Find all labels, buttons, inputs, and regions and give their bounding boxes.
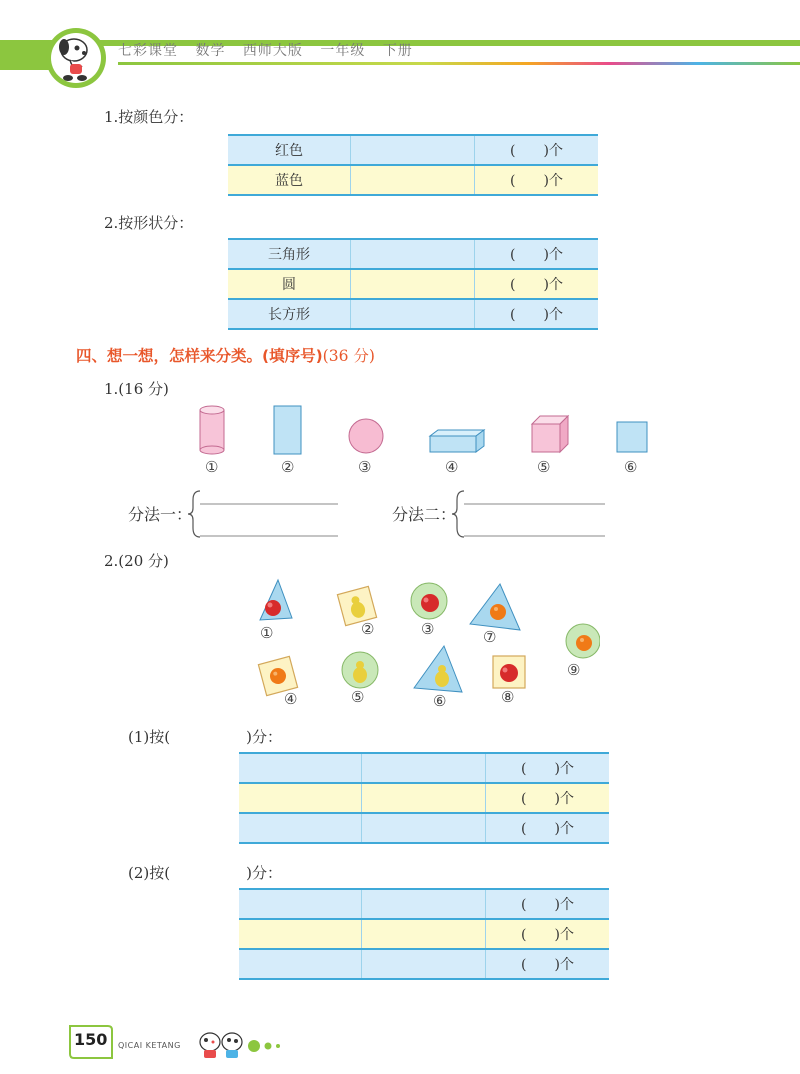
count-cell[interactable]: ( )个: [475, 239, 599, 269]
apple-circle-card: [411, 583, 447, 619]
circle-icon: [349, 419, 383, 453]
count-cell[interactable]: ( )个: [486, 783, 610, 813]
answer-cell[interactable]: [351, 135, 475, 165]
row-name: 红色: [228, 135, 351, 165]
header-edition: 西师大版: [242, 43, 303, 59]
item-number: ⑧: [501, 688, 515, 706]
apple-square-card: [493, 656, 525, 688]
square-icon: [617, 422, 647, 452]
q1-label: 1.(16 分): [104, 380, 169, 398]
item-number: ④: [284, 690, 298, 708]
section4-title: 四、想一想，怎样来分类。(填序号): [76, 347, 323, 365]
header-volume: 下册: [382, 43, 413, 59]
orange-circle-card: [566, 624, 600, 658]
method1-label: 分法一：: [128, 505, 193, 524]
count-cell[interactable]: ( )个: [486, 813, 610, 843]
answer-cell[interactable]: [362, 813, 486, 843]
row-name: 三角形: [228, 239, 351, 269]
color-table: [228, 134, 598, 196]
q2-label: 2.(20 分): [104, 552, 169, 570]
cuboid-icon: [430, 430, 484, 452]
header-series: 七彩课堂: [118, 43, 178, 59]
table-row: [228, 299, 598, 329]
page-number: 150: [74, 1030, 108, 1049]
cylinder-icon: [200, 406, 224, 454]
answer-cell[interactable]: [239, 889, 362, 919]
item-number: ⑨: [567, 661, 581, 679]
shape-number: ①: [205, 458, 219, 476]
shape-number: ⑥: [624, 458, 638, 476]
answer-cell[interactable]: [351, 165, 475, 195]
count-cell[interactable]: ( )个: [475, 135, 599, 165]
sub1-suffix: )分：: [246, 728, 282, 746]
answer-cell[interactable]: [362, 889, 486, 919]
method2-label: 分法二：: [392, 505, 457, 524]
part1-label: 1.按颜色分：: [104, 108, 194, 126]
answer-cell[interactable]: [239, 949, 362, 979]
pear-triangle-card: [414, 646, 462, 692]
section4-points: (36 分): [322, 347, 375, 365]
table-row: [239, 919, 609, 949]
method1-bracket[interactable]: [188, 488, 340, 540]
count-cell[interactable]: ( )个: [475, 165, 599, 195]
sort-table-2: [239, 888, 609, 980]
count-cell[interactable]: ( )个: [486, 753, 610, 783]
solid-shapes: [190, 402, 660, 462]
table-row: [228, 135, 598, 165]
section4-heading: [76, 344, 375, 366]
sub2-label: [128, 862, 282, 883]
shape-number: ③: [358, 458, 372, 476]
item-number: ①: [260, 624, 274, 642]
item-number: ②: [361, 620, 375, 638]
shape-number: ④: [445, 458, 459, 476]
table-row: [228, 239, 598, 269]
method2-bracket[interactable]: [452, 488, 607, 540]
count-cell[interactable]: ( )个: [475, 299, 599, 329]
header-grade: 一年级: [320, 43, 366, 59]
table-row: [228, 165, 598, 195]
header-subject: 数学: [195, 43, 226, 59]
item-number: ⑦: [483, 628, 497, 646]
table-row: [239, 949, 609, 979]
rectangle-icon: [274, 406, 301, 454]
part2-label: 2.按形状分：: [104, 214, 194, 232]
count-cell[interactable]: ( )个: [486, 949, 610, 979]
table-row: [239, 889, 609, 919]
answer-cell[interactable]: [239, 813, 362, 843]
pear-circle-card: [342, 652, 378, 688]
answer-cell[interactable]: [239, 753, 362, 783]
table-row: [228, 269, 598, 299]
answer-cell[interactable]: [362, 783, 486, 813]
answer-cell[interactable]: [362, 949, 486, 979]
answer-cell[interactable]: [351, 239, 475, 269]
item-number: ⑥: [433, 692, 447, 710]
sub2-prefix: (2)按(: [128, 864, 171, 882]
answer-cell[interactable]: [362, 919, 486, 949]
sub1-label: [128, 726, 282, 747]
mascot-dog-icon: [42, 28, 114, 88]
shape-number: ②: [281, 458, 295, 476]
apple-triangle-card: [260, 580, 292, 620]
count-cell[interactable]: ( )个: [475, 269, 599, 299]
answer-cell[interactable]: [239, 783, 362, 813]
item-number: ⑤: [351, 688, 365, 706]
row-name: 长方形: [228, 299, 351, 329]
sort-table-1: [239, 752, 609, 844]
count-cell[interactable]: ( )个: [486, 889, 610, 919]
answer-cell[interactable]: [351, 299, 475, 329]
count-cell[interactable]: ( )个: [486, 919, 610, 949]
row-name: 圆: [228, 269, 351, 299]
answer-cell[interactable]: [362, 753, 486, 783]
cube-icon: [532, 416, 568, 452]
answer-cell[interactable]: [351, 269, 475, 299]
table-row: [239, 753, 609, 783]
sub2-suffix: )分：: [246, 864, 282, 882]
item-number: ③: [421, 620, 435, 638]
table-row: [239, 813, 609, 843]
answer-cell[interactable]: [239, 919, 362, 949]
shape-number: ⑤: [537, 458, 551, 476]
header-title: [118, 40, 425, 60]
shape-table: [228, 238, 598, 330]
row-name: 蓝色: [228, 165, 351, 195]
sub1-prefix: (1)按(: [128, 728, 171, 746]
table-row: [239, 783, 609, 813]
orange-triangle-card: [470, 584, 520, 630]
footer-brand: QICAI KETANG: [118, 1041, 181, 1050]
footer-mascots-icon: [196, 1024, 296, 1064]
